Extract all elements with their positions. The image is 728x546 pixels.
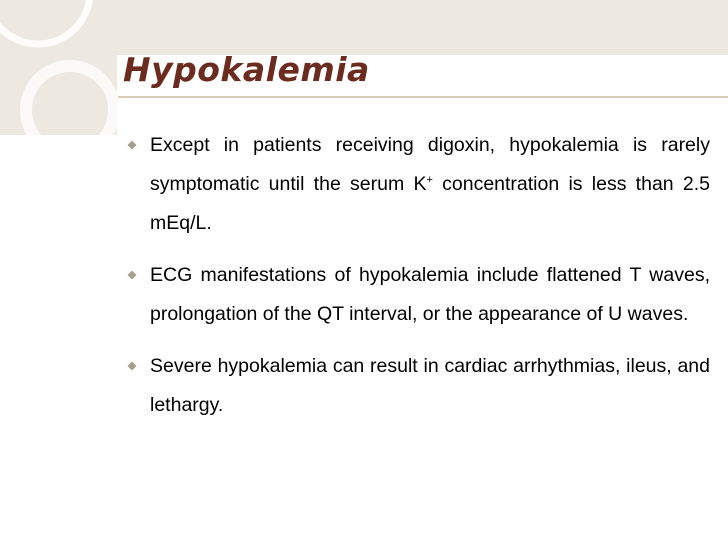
bullet-text-part: Except in patients receiving digoxin, hypokalemia is rarely symptomatic until the serum K <box>150 134 710 195</box>
diamond-bullet-icon <box>127 270 136 279</box>
bullet-item <box>128 347 710 425</box>
bullet-text-part: concentration is less than 2.5 mEq/L. <box>150 173 710 234</box>
bullet-text: ECG manifestations of hypokalemia include flattened T waves, prolongation of the QT interval, or the appearance of U waves. <box>150 264 710 325</box>
bullet-text <box>150 134 710 234</box>
diamond-bullet-icon <box>127 140 136 149</box>
bullet-text: Severe hypokalemia can result in cardiac arrhythmias, ileus, and lethargy. <box>150 355 710 416</box>
decorative-ring-outer <box>0 0 90 44</box>
slide-title: Hypokalemia <box>123 50 370 89</box>
bullet-list <box>128 126 710 438</box>
bullet-item <box>128 126 710 243</box>
decorative-rings <box>0 0 140 150</box>
bullet-item <box>128 256 710 334</box>
decorative-ring-inner <box>26 66 114 150</box>
title-divider <box>118 96 728 98</box>
diamond-bullet-icon <box>127 361 136 370</box>
superscript-plus: + <box>426 174 433 186</box>
